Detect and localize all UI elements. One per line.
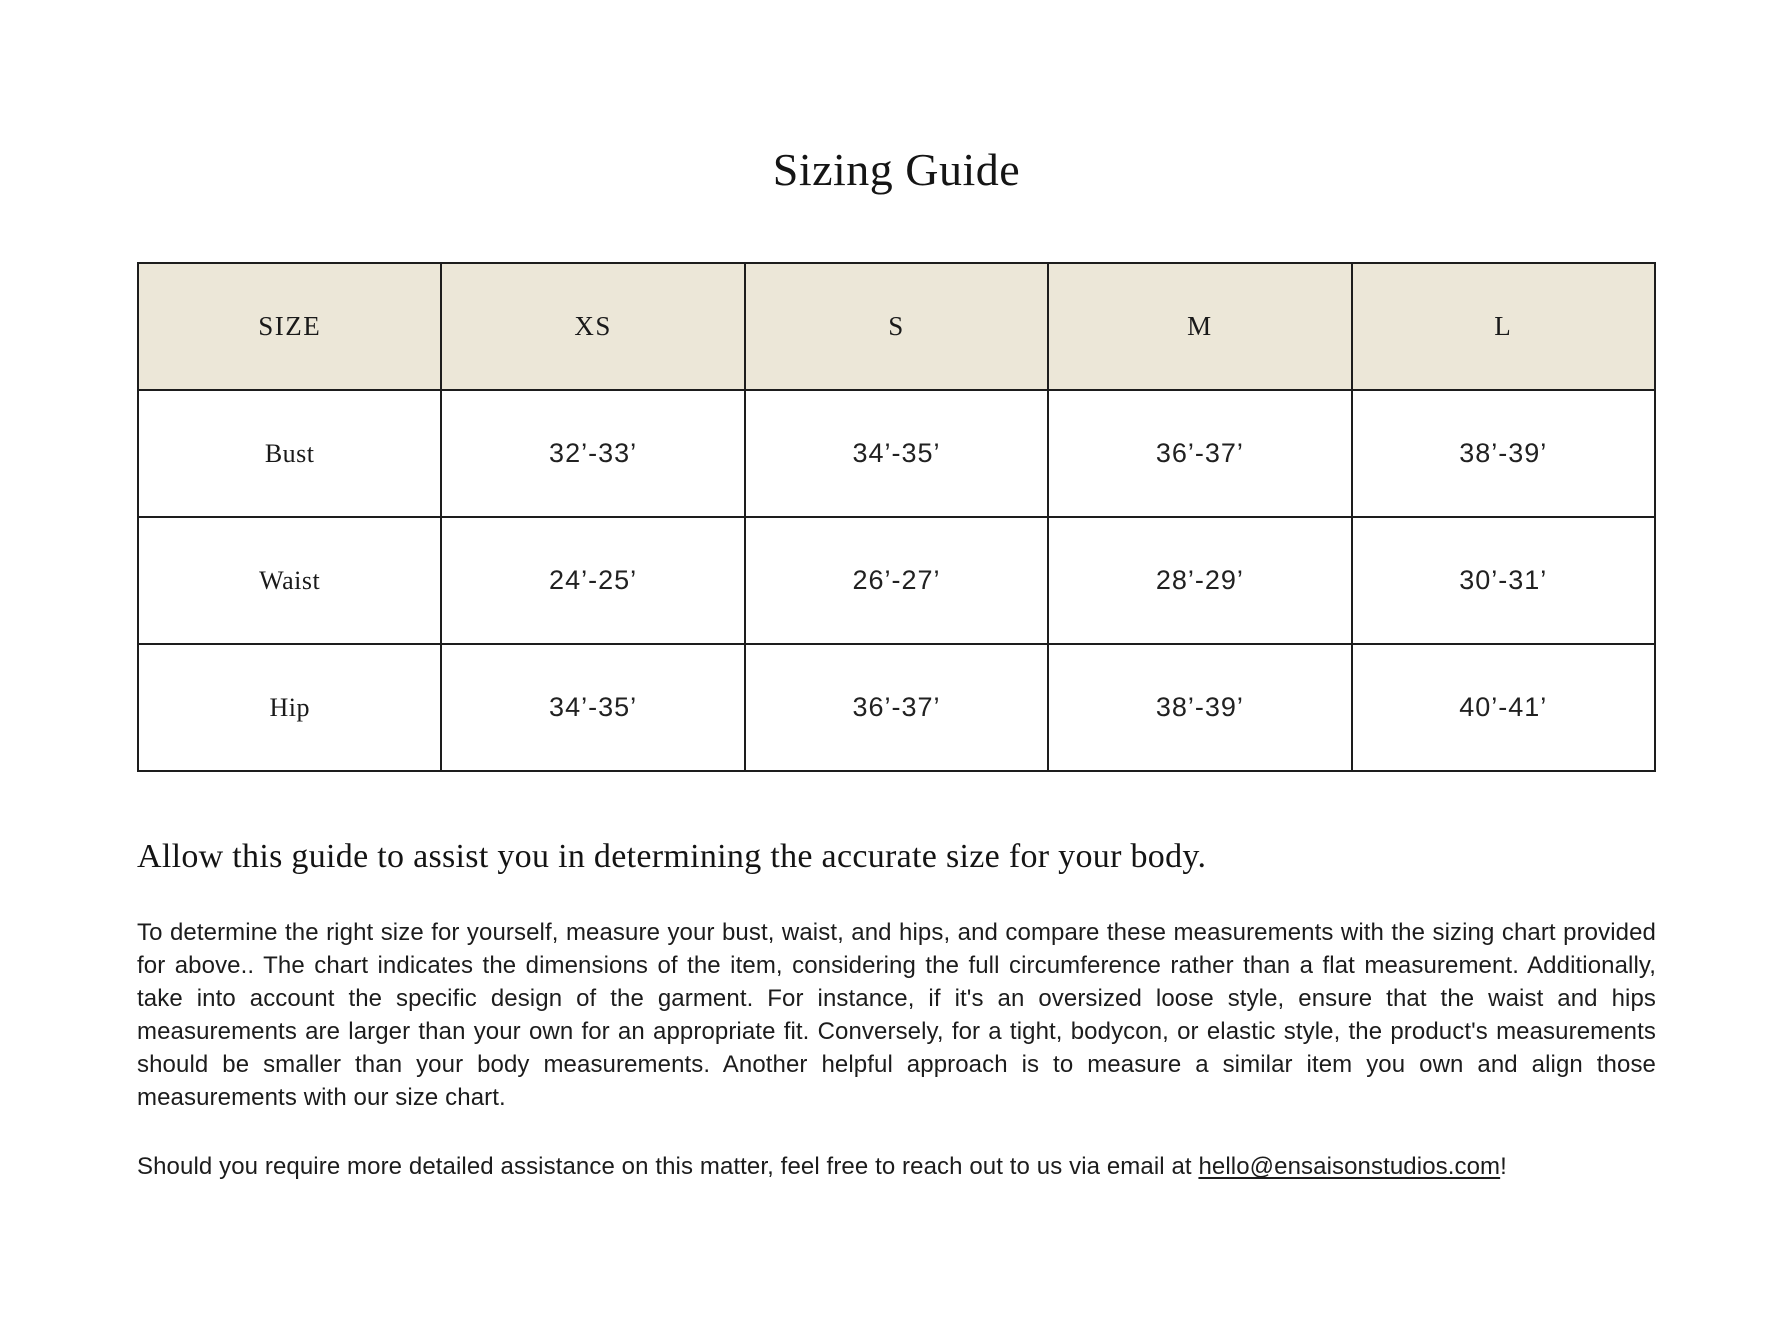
cell-hip-s: 36’-37’: [745, 644, 1048, 771]
cell-bust-xs: 32’-33’: [441, 390, 744, 517]
cell-waist-l: 30’-31’: [1352, 517, 1655, 644]
cell-bust-m: 36’-37’: [1048, 390, 1351, 517]
contact-text-suffix: !: [1500, 1153, 1507, 1180]
table-row-waist: [138, 517, 1655, 644]
row-label-hip: Hip: [138, 644, 441, 771]
cell-waist-xs: 24’-25’: [441, 517, 744, 644]
column-header-s: S: [745, 263, 1048, 390]
cell-waist-s: 26’-27’: [745, 517, 1048, 644]
cell-hip-l: 40’-41’: [1352, 644, 1655, 771]
email-link[interactable]: hello@ensaisonstudios.com: [1198, 1153, 1501, 1180]
size-chart-table: [137, 262, 1656, 772]
contact-line: [137, 1150, 1656, 1183]
table-row-hip: [138, 644, 1655, 771]
table-row-bust: [138, 390, 1655, 517]
row-label-bust: Bust: [138, 390, 441, 517]
column-header-m: M: [1048, 263, 1351, 390]
column-header-l: L: [1352, 263, 1655, 390]
row-label-waist: Waist: [138, 517, 441, 644]
column-header-xs: XS: [441, 263, 744, 390]
table-header-row: [138, 263, 1655, 390]
sizing-instructions-paragraph: To determine the right size for yourself, measure your bust, waist, and hips, and compare these measurements with the sizing chart provided for above.. The chart indicates the dimensions of the item, considering the full circumference rather than a flat measurement. Additionally, take into account the specific design of the garment. For instance, if it's an oversized loose style, ensure that the waist and hips measurements are larger than your own for an appropriate fit. Conversely, for a tight, bodycon, or elastic style, the product's measurements should be smaller than your body measurements. Another helpful approach is to measure a similar item you own and align those measurements with our size chart.: [137, 919, 1656, 1111]
cell-hip-m: 38’-39’: [1048, 644, 1351, 771]
cell-bust-l: 38’-39’: [1352, 390, 1655, 517]
contact-text-prefix: Should you require more detailed assistance on this matter, feel free to reach out to us via email at: [137, 1153, 1199, 1180]
column-header-size: SIZE: [138, 263, 441, 390]
cell-hip-xs: 34’-35’: [441, 644, 744, 771]
page-title: Sizing Guide: [772, 144, 1021, 195]
cell-waist-m: 28’-29’: [1048, 517, 1351, 644]
sizing-guide-page: [137, 0, 1656, 1183]
cell-bust-s: 34’-35’: [745, 390, 1048, 517]
guide-subtitle: Allow this guide to assist you in determining the accurate size for your body.: [137, 838, 1207, 875]
